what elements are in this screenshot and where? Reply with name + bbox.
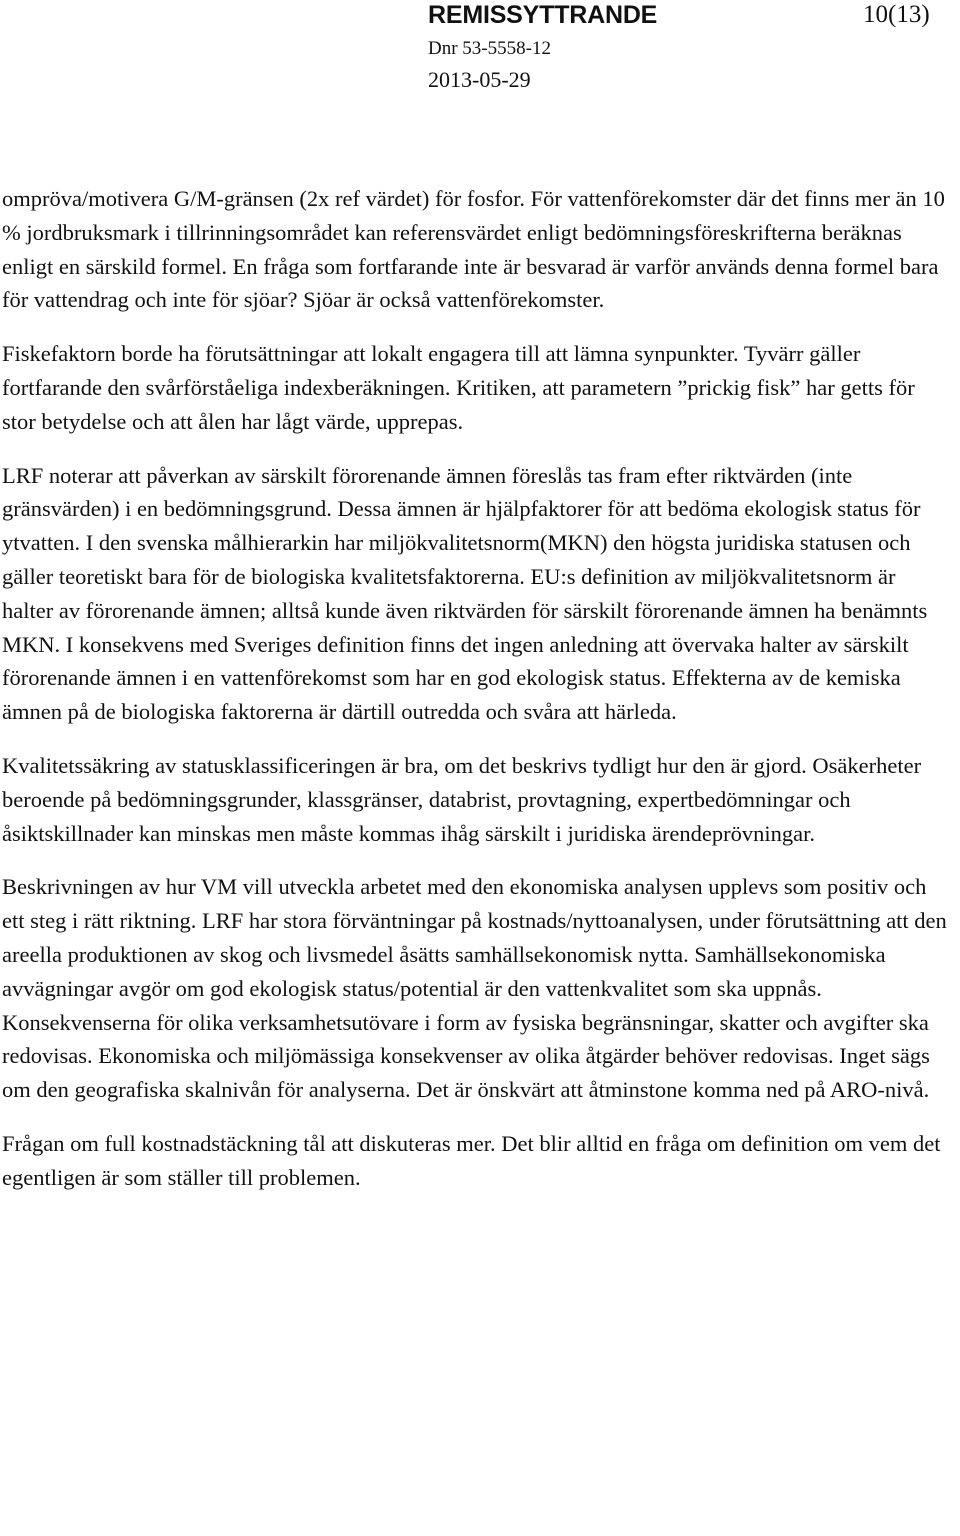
- document-date: 2013-05-29: [428, 67, 531, 92]
- paragraph: ompröva/motivera G/M-gränsen (2x ref värdet) för fosfor. För vattenförekomster där det finns mer än 10 % jordbruksmark i tillrinningsområdet kan referensvärdet enligt bedömningsföreskrifterna beräknas enligt en särskild formel. En fråga som fortfarande inte är besvarad är varför används denna formel bara för vattendrag och inte för sjöar? Sjöar är också vattenförekomster.: [2, 186, 945, 313]
- document-body: [2, 182, 952, 1215]
- paragraph: Frågan om full kostnadstäckning tål att diskuteras mer. Det blir alltid en fråga om definition om vem det egentligen är som ställer till problemen.: [2, 1130, 941, 1190]
- paragraph: Beskrivningen av hur VM vill utveckla arbetet med den ekonomiska analysen upplevs som positiv och ett steg i rätt riktning. LRF har stora förväntningar på kostnads/nyttoanalysen, under förutsättning att den areella produktionen av skog och livsmedel åsätts samhällsekonomisk nytta. Samhällsekonomiska avvägningar avgör om god ekologisk status/potential är den vattenkvalitet som ska uppnås. Konsekvenserna för olika verksamhetsutövare i form av fysiska begränsningar, skatter och avgifter ska redovisas. Ekonomiska och miljömässiga konsekvenser av olika åtgärder behöver redovisas. Inget sägs om den geografiska skalnivån för analyserna. Det är önskvärt att åtminstone komma ned på ARO-nivå.: [2, 874, 947, 1103]
- diary-number: Dnr 53-5558-12: [428, 38, 551, 59]
- paragraph: LRF noterar att påverkan av särskilt förorenande ämnen föreslås tas fram efter riktvärden (inte gränsvärden) i en bedömningsgrund. Dessa ämnen är hjälpfaktorer för att bedöma ekologisk status för ytvatten. I den svenska målhierarkin har miljökvalitetsnorm(MKN) den högsta juridiska statusen och gäller teoretiskt bara för de biologiska kvalitetsfaktorerna. EU:s definition av miljökvalitetsnorm är halter av förorenande ämnen; alltså kunde även riktvärden för särskilt förorenande ämnen ha benämnts MKN. I konsekvens med Sveriges definition finns det ingen anledning att övervaka halter av särskilt förorenande ämnen i en vattenförekomst som har en god ekologisk status. Effekterna av de kemiska ämnen på de biologiska faktorerna är därtill outredda och svåra att härleda.: [2, 462, 928, 725]
- paragraph: Fiskefaktorn borde ha förutsättningar att lokalt engagera till att lämna synpunkter. Tyvärr gäller fortfarande den svårförståeliga indexberäkningen. Kritiken, att parametern ”prickig fisk” har getts för stor betydelse och att ålen har lågt värde, upprepas.: [2, 341, 915, 434]
- page-number: 10(13): [863, 1, 930, 28]
- paragraph: Kvalitetssäkring av statusklassificeringen är bra, om det beskrivs tydligt hur den är gjord. Osäkerheter beroende på bedömningsgrunder, klassgränser, databrist, provtagning, expertbedömningar och åsiktskillnader kan minskas men måste kommas ihåg särskilt i juridiska ärendeprövningar.: [2, 752, 922, 846]
- document-type-title: REMISSYTTRANDE: [428, 1, 658, 29]
